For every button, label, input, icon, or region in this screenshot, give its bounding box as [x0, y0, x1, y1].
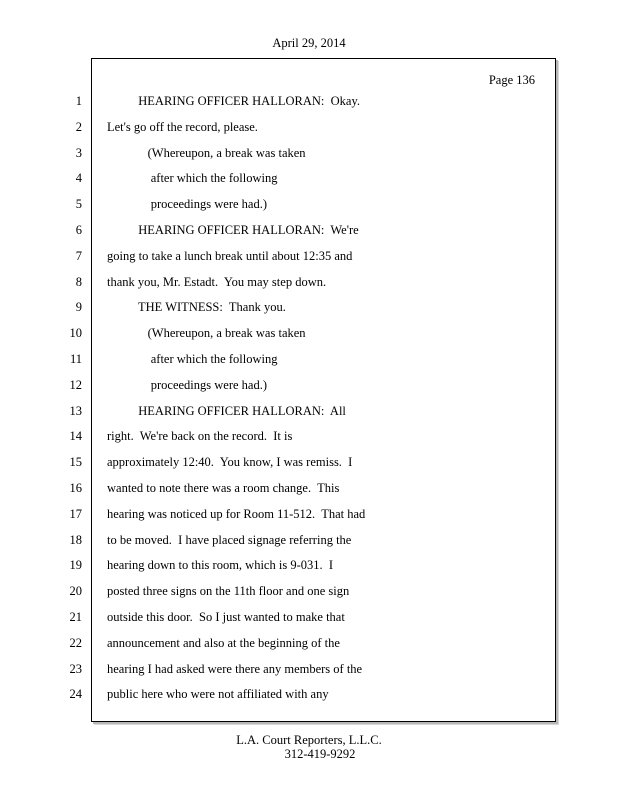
- transcript-line: Let's go off the record, please.: [107, 119, 258, 134]
- transcript-line: announcement and also at the beginning of the: [107, 635, 340, 650]
- line-number: 4: [75, 171, 82, 186]
- line-number: 23: [69, 661, 82, 676]
- transcript-line: (Whereupon, a break was taken: [107, 145, 306, 160]
- transcript-line: HEARING OFFICER HALLORAN: We're: [107, 222, 359, 237]
- transcript-line: wanted to note there was a room change. This: [107, 480, 340, 495]
- line-number: 3: [75, 145, 82, 160]
- transcript-line: approximately 12:40. You know, I was remiss. I: [107, 455, 353, 470]
- transcript-line: HEARING OFFICER HALLORAN: Okay.: [107, 94, 361, 108]
- line-number: 14: [69, 429, 82, 444]
- transcript-line: hearing I had asked were there any members of the: [107, 661, 363, 676]
- line-number: 19: [69, 558, 82, 573]
- transcript-line: after which the following: [107, 171, 278, 186]
- line-number: 21: [69, 609, 82, 624]
- transcript-line: (Whereupon, a break was taken: [107, 326, 306, 341]
- footer: [0, 733, 618, 761]
- line-number: 6: [75, 222, 82, 237]
- footer-company: L.A. Court Reporters, L.L.C.: [236, 733, 382, 747]
- line-number: 22: [69, 635, 82, 650]
- line-number: 1: [75, 94, 82, 108]
- transcript-line: THE WITNESS: Thank you.: [107, 300, 286, 315]
- line-number: 10: [69, 326, 82, 341]
- line-number: 7: [75, 248, 82, 263]
- transcript-line: posted three signs on the 11th floor and one sign: [107, 584, 350, 599]
- line-number: 13: [69, 403, 82, 418]
- transcript-line: to be moved. I have placed signage referring the: [107, 532, 352, 547]
- line-number: 2: [75, 119, 82, 134]
- line-number: 20: [69, 584, 82, 599]
- transcript-line: right. We're back on the record. It is: [107, 429, 293, 444]
- footer-phone: 312-419-9292: [284, 747, 356, 761]
- line-number: 12: [69, 377, 82, 392]
- transcript-line: hearing down to this room, which is 9-031. I: [107, 558, 334, 573]
- transcript-line: HEARING OFFICER HALLORAN: All: [107, 403, 346, 418]
- line-number: 9: [75, 300, 82, 315]
- transcript-line: hearing was noticed up for Room 11-512. That had: [107, 506, 366, 521]
- transcript-line: proceedings were had.): [107, 197, 268, 212]
- line-number: 24: [69, 687, 82, 702]
- transcript-line: after which the following: [107, 351, 278, 366]
- line-number: 5: [75, 197, 82, 212]
- line-number: 11: [69, 351, 82, 366]
- transcript-body: [107, 93, 547, 712]
- line-number: 16: [69, 480, 82, 495]
- line-number: 8: [75, 274, 82, 289]
- line-number: 18: [69, 532, 82, 547]
- line-number: 17: [69, 506, 82, 521]
- transcript-line: proceedings were had.): [107, 377, 268, 392]
- line-number-column: [0, 93, 82, 712]
- transcript-line: thank you, Mr. Estadt. You may step down.: [107, 274, 327, 289]
- transcript-line: public here who were not affiliated with any: [107, 687, 329, 702]
- page-number: Page 136: [488, 73, 535, 87]
- header-date: April 29, 2014: [272, 36, 346, 50]
- transcript-line: outside this door. So I just wanted to make that: [107, 609, 345, 624]
- transcript-line: going to take a lunch break until about 12:35 and: [107, 248, 353, 263]
- line-number: 15: [69, 455, 82, 470]
